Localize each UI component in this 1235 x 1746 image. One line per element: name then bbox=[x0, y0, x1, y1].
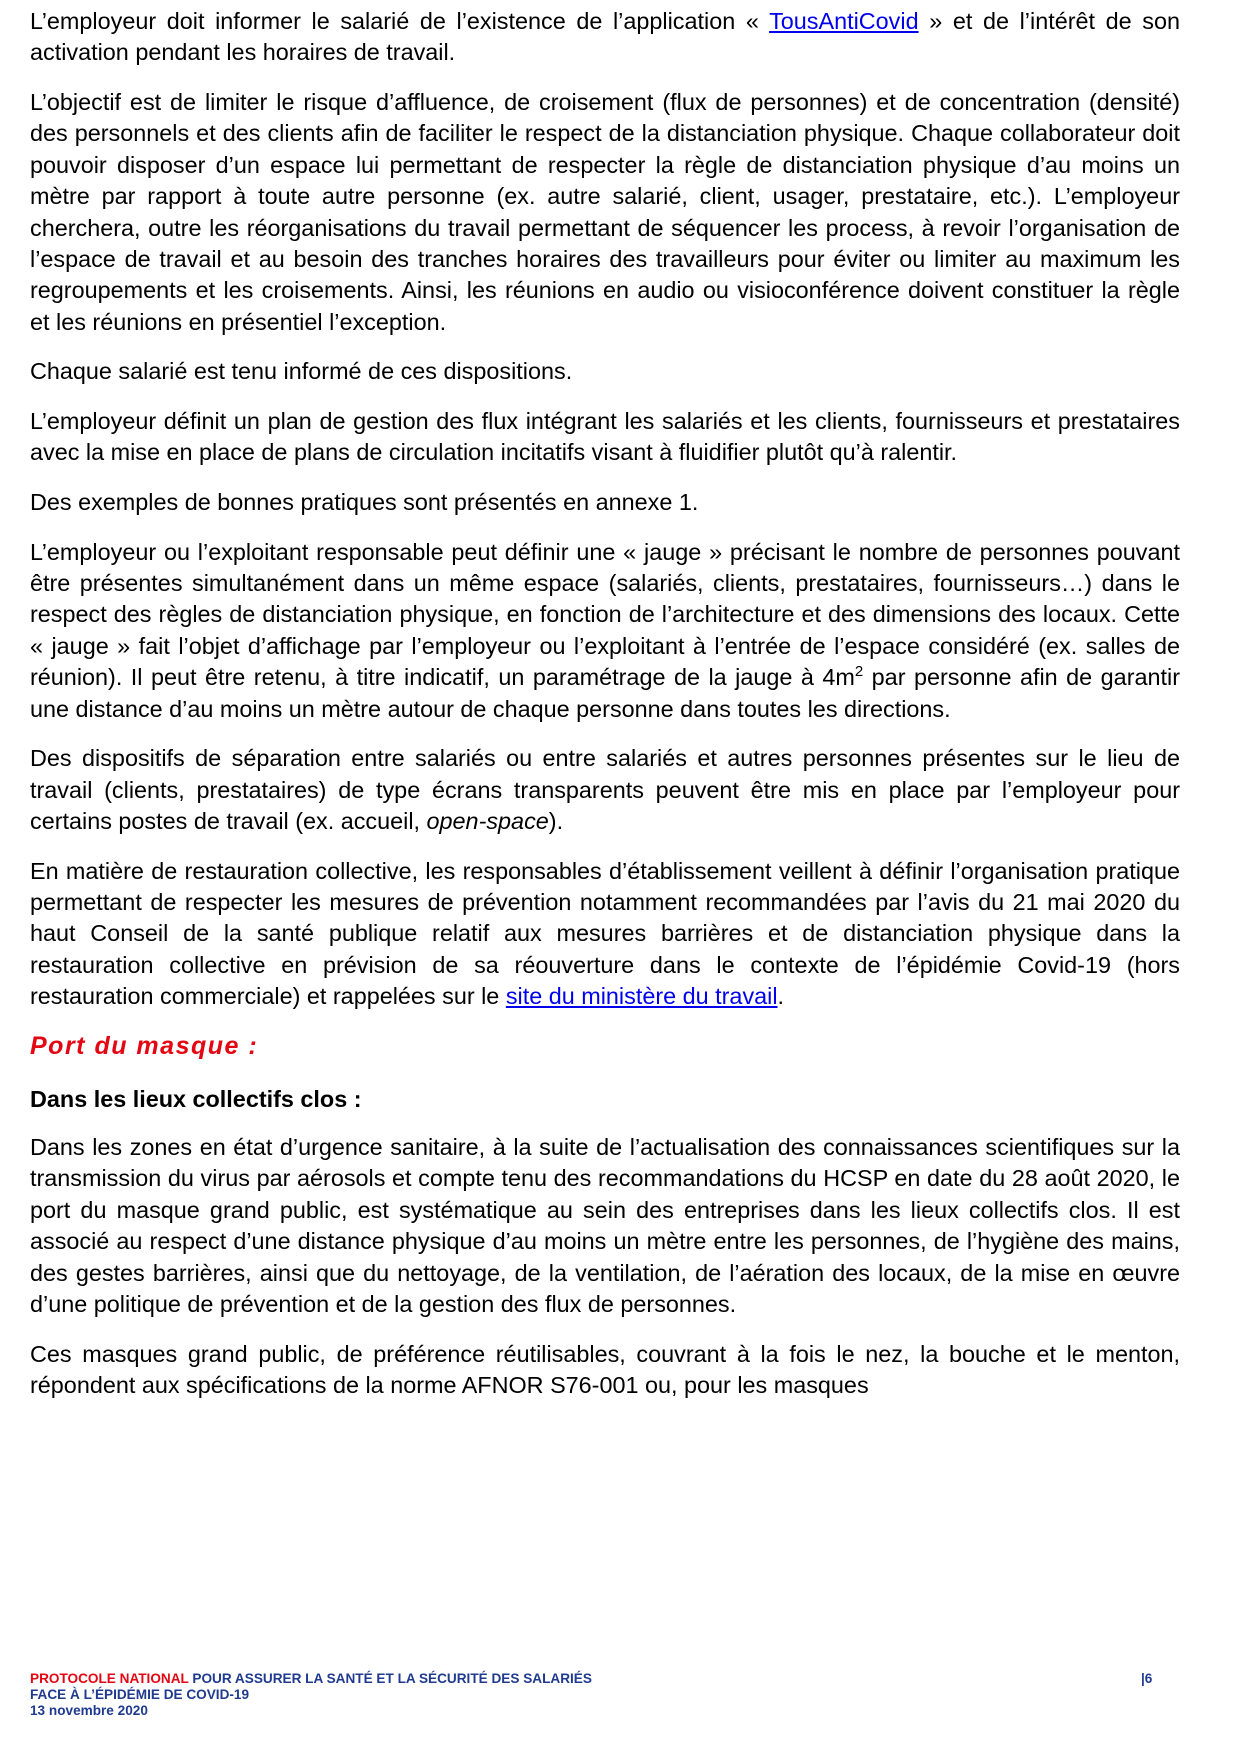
ministry-site-link[interactable]: site du ministère du travail bbox=[505, 983, 778, 1010]
text-span: En matière de restauration collective, les responsables d’établissement veillent à définir l’organisation pratique permettant de respecter les mesures de prévention notamment recommandées par l’avis du 21 mai 2020 du haut Conseil de la santé publique relatif aux mesures barrières et de distanciation physique dans la restauration collective en prévision de sa réouverture dans le contexte de l’épidémie Covid-19 (hors restauration commerciale) et rappelées sur le bbox=[30, 857, 1180, 1010]
text-span: . bbox=[777, 983, 785, 1010]
paragraph-gauge bbox=[30, 537, 1180, 725]
text-span: par personne afin de garantir une distance d’au moins un mètre autour de chaque personne dans toutes les directions. bbox=[30, 664, 1180, 722]
subsection-heading-closed-spaces: Dans les lieux collectifs clos : bbox=[30, 1085, 362, 1112]
text-span: L’employeur ou l’exploitant responsable peut définir une « jauge » précisant le nombre de personnes pouvant être présentes simultanément dans un même espace (salariés, clients, prestataires, fournisseurs…) dans le respect des règles de distanciation physique, en fonction de l’architecture et des dimensions des locaux. Cette « jauge » fait l’objet d’affichage par l’employeur ou l’exploitant à l’entrée de l’espace considéré (ex. salles de réunion). Il peut être retenu, à titre indicatif, un paramétrage de la jauge à 4m bbox=[30, 538, 1180, 691]
footer-subtitle: FACE À L’ÉPIDÉMIE DE COVID-19 bbox=[30, 1687, 250, 1702]
footer-title-rest: POUR ASSURER LA SANTÉ ET LA SÉCURITÉ DES SALARIÉS bbox=[188, 1671, 592, 1686]
text-span: L’employeur doit informer le salarié de l’existence de l’application « bbox=[30, 8, 770, 34]
footer-date: 13 novembre 2020 bbox=[30, 1703, 148, 1718]
section-heading-mask: Port du masque : bbox=[30, 1031, 259, 1060]
paragraph-app-info bbox=[30, 6, 1180, 69]
text-span: Des dispositifs de séparation entre salariés ou entre salariés et autres personnes présentes sur le lieu de travail (clients, prestataires) de type écrans transparents peuvent être mis en place par l’employeur pour certains postes de travail (ex. accueil, bbox=[30, 745, 1180, 835]
text-span: ). bbox=[548, 808, 564, 835]
superscript: 2 bbox=[854, 663, 864, 681]
paragraph-objective: L’objectif est de limiter le risque d’affluence, de croisement (flux de personnes) et de concentration (densité) des personnels et des clients afin de faciliter le respect de la distanciation physique. Chaque collaborateur doit pouvoir disposer d’un espace lui permettant de respecter la règle de distanciation physique d’au moins un mètre par rapport à toute autre personne (ex. autre salarié, client, usager, prestataire, etc.). L’employeur cherchera, outre les réorganisations du travail permettant de séquencer les process, à revoir l’organisation de l’espace de travail et au besoin des tranches horaires des travailleurs pour éviter ou limiter au maximum les regroupements et les croisements. Ainsi, les réunions en audio ou visioconférence doivent constituer la règle et les réunions en présentiel l’exception. bbox=[30, 89, 1180, 335]
paragraph-restauration bbox=[30, 856, 1180, 1013]
paragraph-informed: Chaque salarié est tenu informé de ces dispositions. bbox=[30, 358, 573, 385]
paragraph-mask-specs: Ces masques grand public, de préférence réutilisables, couvrant à la fois le nez, la bouche et le menton, répondent aux spécifications de la norme AFNOR S76-001 ou, pour les masques bbox=[30, 1340, 1180, 1398]
paragraph-mask-systematic: Dans les zones en état d’urgence sanitaire, à la suite de l’actualisation des connaissances scientifiques sur la transmission du virus par aérosols et compte tenu des recommandations du HCSP en date du 28 août 2020, le port du masque grand public, est systématique au sein des entreprises dans les lieux collectifs clos. Il est associé au respect d’une distance physique d’au moins un mètre entre les personnes, de l’hygiène des mains, des gestes barrières, ainsi que du nettoyage, de la ventilation, de l’aération des locaux, de la mise en œuvre d’une politique de prévention et de la gestion des flux de personnes. bbox=[30, 1133, 1180, 1317]
text-span: » et de l’intérêt de son activation pendant les horaires de travail. bbox=[30, 8, 1180, 66]
italic-term: open-space bbox=[426, 808, 549, 835]
page-number: |6 bbox=[1141, 1671, 1153, 1686]
page-footer bbox=[30, 1671, 1180, 1719]
paragraph-good-practices: Des exemples de bonnes pratiques sont présentés en annexe 1. bbox=[30, 489, 699, 516]
document-body bbox=[30, 6, 1180, 1420]
footer-title-line bbox=[30, 1671, 1180, 1687]
paragraph-separation bbox=[30, 743, 1180, 837]
footer-protocol-label: PROTOCOLE NATIONAL bbox=[30, 1671, 189, 1686]
paragraph-flow-plan: L’employeur définit un plan de gestion des flux intégrant les salariés et les clients, fournisseurs et prestataires avec la mise en place de plans de circulation incitatifs visant à fluidifier plutôt qu’à ralentir. bbox=[30, 408, 1180, 466]
tousanticovid-link[interactable]: TousAntiCovid bbox=[769, 8, 919, 34]
